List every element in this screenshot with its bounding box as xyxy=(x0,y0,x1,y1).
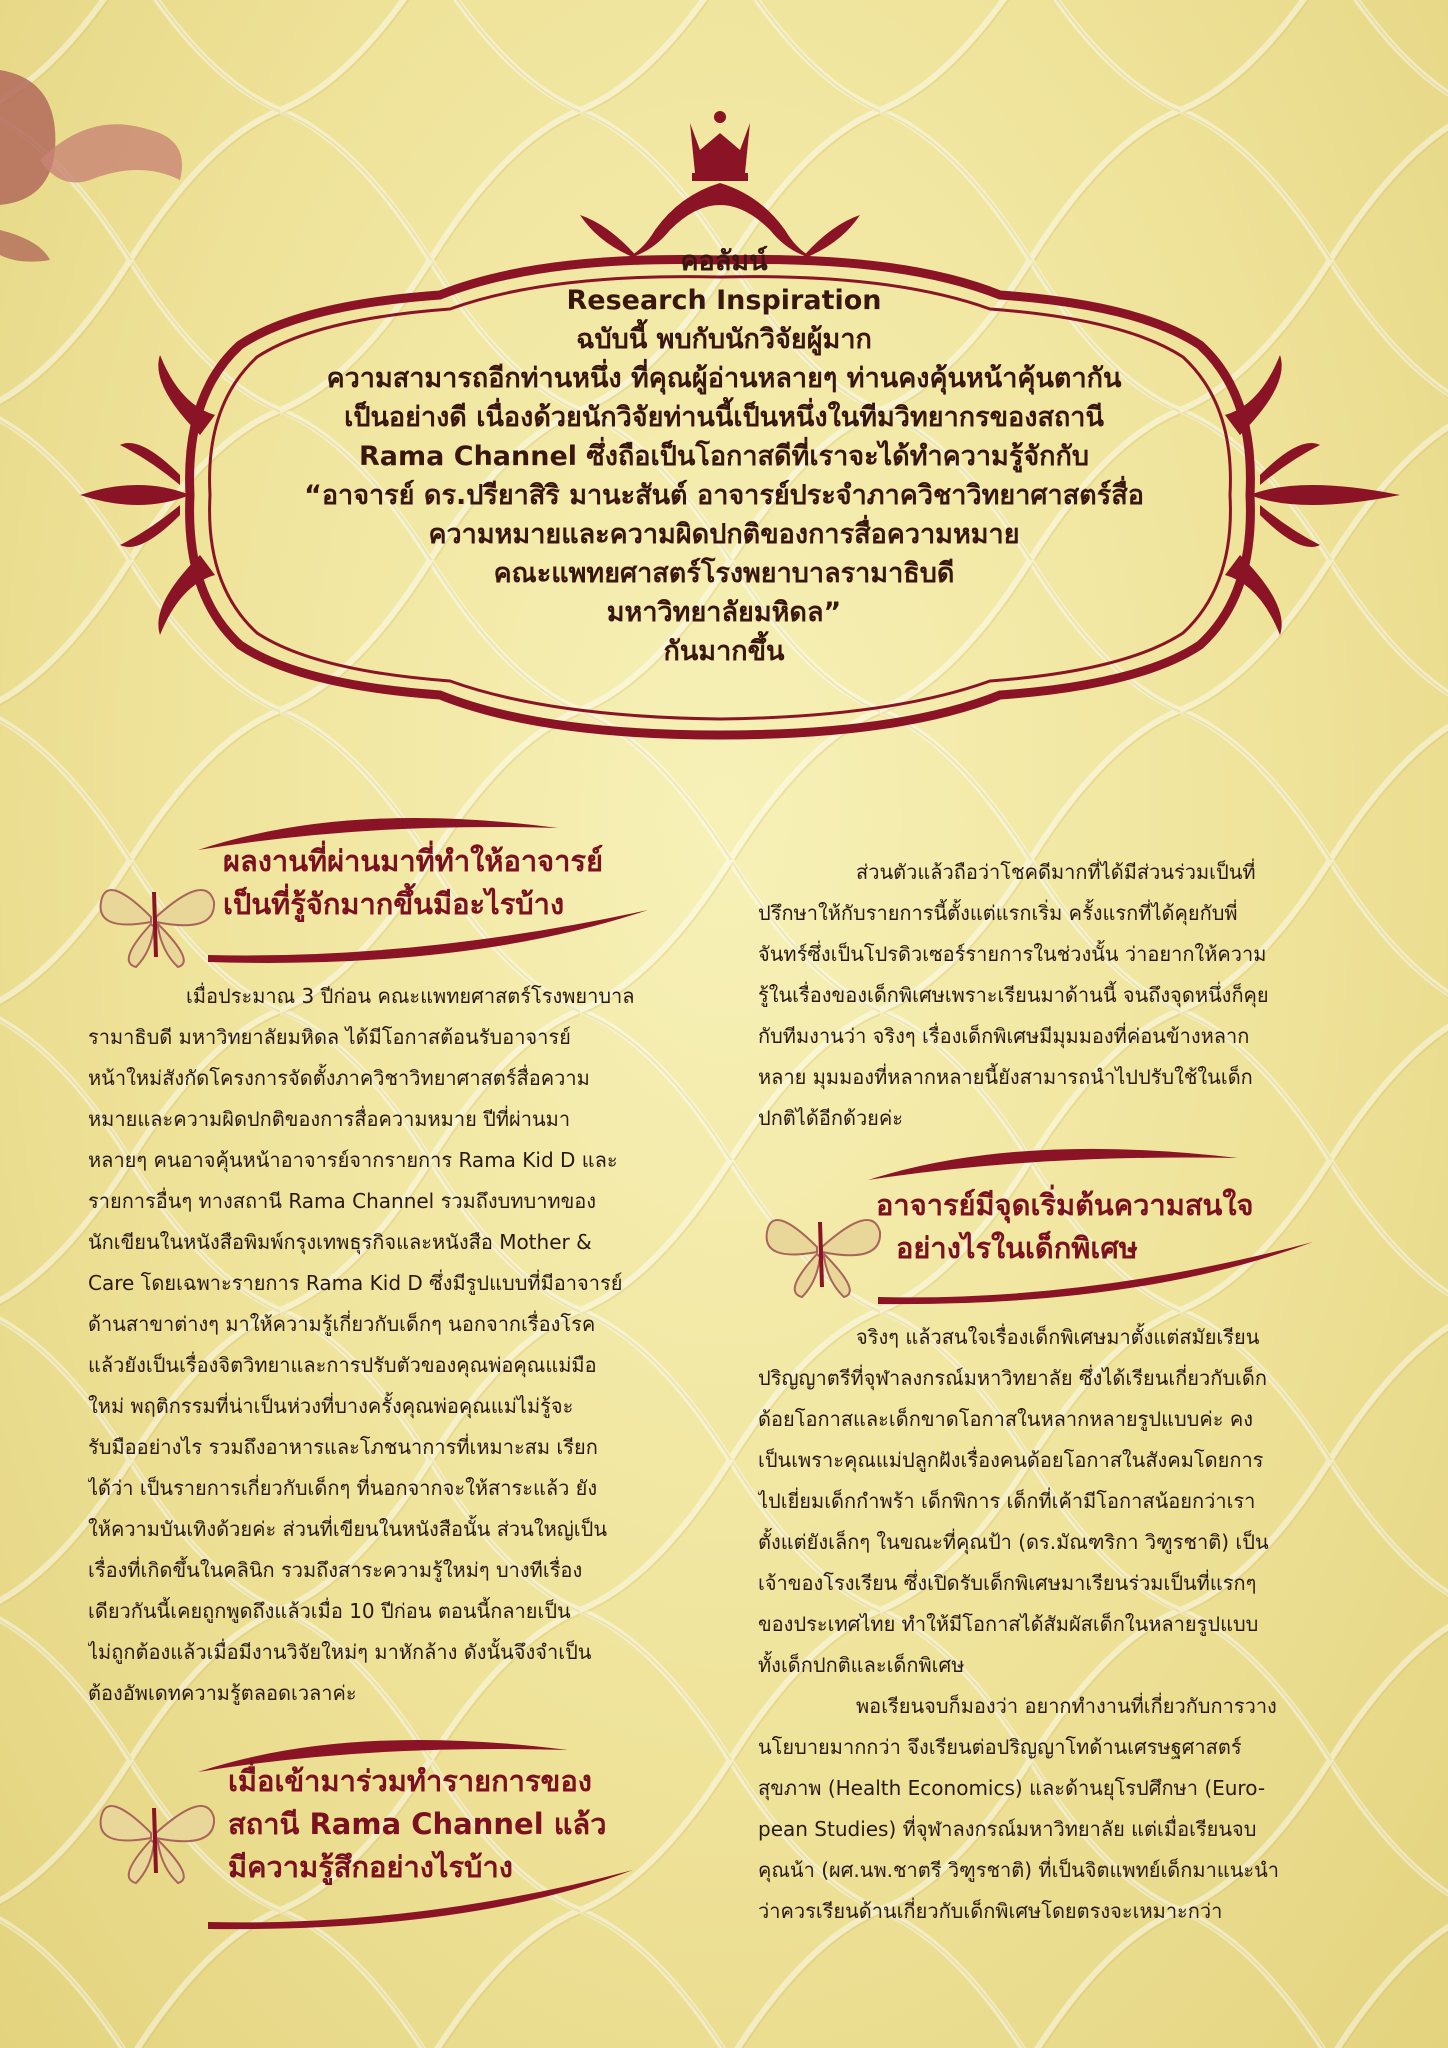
butterfly-icon xyxy=(767,1220,880,1297)
text-line: รามาธิบดี มหาวิทยาลัยมหิดล ได้มีโอกาสต้อนรับอาจารย์ xyxy=(88,1025,571,1049)
text-line: ใหม่ พฤติกรรมที่น่าเป็นห่วงที่บางครั้งคุณพ่อคุณแม่ไม่รู้จะ xyxy=(88,1394,574,1418)
section3-body xyxy=(758,1317,1364,1932)
right-intro-body xyxy=(758,852,1364,1139)
header-line: คอลัมน์ xyxy=(680,246,768,277)
section-heading-line: มีความรู้สึกอย่างไรบ้าง xyxy=(228,1850,513,1884)
text-line: รายการอื่นๆ ทางสถานี Rama Channel รวมถึงบทบาทของ xyxy=(88,1189,597,1213)
text-line: ของประเทศไทย ทำให้มีโอกาสได้สัมผัสเด็กในหลายรูปแบบ xyxy=(758,1612,1259,1636)
header-line: ความสามารถอีกท่านหนึ่ง ที่คุณผู้อ่านหลายๆ ท่านคงคุ้นหน้าคุ้นตากัน xyxy=(326,363,1122,394)
header-line: ความหมายและความผิดปกติของการสื่อความหมาย xyxy=(428,519,1020,550)
header-line: เป็นอย่างดี เนื่องด้วยนักวิจัยท่านนี้เป็นหนึ่งในทีมวิทยากรของสถานี xyxy=(344,402,1104,433)
section-heading-line: ผลงานที่ผ่านมาที่ทำให้อาจารย์ xyxy=(223,844,603,878)
text-line: พอเรียนจบก็มองว่า อยากทำงานที่เกี่ยวกับการวาง xyxy=(856,1694,1277,1718)
text-line: จริงๆ แล้วสนใจเรื่องเด็กพิเศษมาตั้งแต่สมัยเรียน xyxy=(856,1325,1260,1349)
crown-icon xyxy=(690,111,750,181)
text-line: ตั้งแต่ยังเล็กๆ ในขณะที่คุณป้า (ดร.มัณฑริกา วิฑูรชาติ) เป็น xyxy=(758,1530,1269,1554)
header-line: “อาจารย์ ดร.ปรียาสิริ มานะสันต์ อาจารย์ประจำภาควิชาวิทยาศาสตร์สื่อ xyxy=(304,480,1144,511)
text-line: ด้านสาขาต่างๆ มาให้ความรู้เกี่ยวกับเด็กๆ นอกจากเรื่องโรค xyxy=(88,1312,596,1336)
side-flourish-right xyxy=(1225,355,1400,635)
text-line: หลาย มุมมองที่หลากหลายนี้ยังสามารถนำไปปรับใช้ในเด็ก xyxy=(758,1065,1253,1089)
text-line: คุณน้า (ผศ.นพ.ชาตรี วิฑูรชาติ) ที่เป็นจิตแพทย์เด็กมาแนะนำ xyxy=(758,1858,1280,1882)
text-line: หลายๆ คนอาจคุ้นหน้าอาจารย์จากรายการ Rama Kid D และ xyxy=(88,1148,618,1172)
text-line: ปกติได้อีกด้วยค่ะ xyxy=(758,1106,904,1130)
text-line: ทั้งเด็กปกติและเด็กพิเศษ xyxy=(758,1653,965,1677)
butterfly-icon xyxy=(101,890,214,967)
header-line: Research Inspiration xyxy=(566,285,882,316)
section-heading-line: สถานี Rama Channel แล้ว xyxy=(228,1807,607,1841)
text-line: ไม่ถูกต้องแล้วเมื่อมีงานวิจัยใหม่ๆ มาหักล้าง ดังนั้นจึงจำเป็น xyxy=(88,1640,592,1664)
text-line: ส่วนตัวแล้วถือว่าโชคดีมากที่ได้มีส่วนร่วมเป็นที่ xyxy=(856,860,1256,884)
header-line: กันมากขึ้น xyxy=(663,636,785,667)
header-line: ฉบับนี้ พบกับนักวิจัยผู้มาก xyxy=(576,324,872,355)
text-line: ด้อยโอกาสและเด็กขาดโอกาสในหลากหลายรูปแบบค่ะ คง xyxy=(758,1407,1253,1431)
text-line: รู้ในเรื่องของเด็กพิเศษเพราะเรียนมาด้านนี้ จนถึงจุดหนึ่งก็คุย xyxy=(758,983,1269,1007)
header-line: Rama Channel ซึ่งถือเป็นโอกาสดีที่เราจะได้ทำความรู้จักกับ xyxy=(359,441,1089,472)
text-line: เจ้าของโรงเรียน ซึ่งเปิดรับเด็กพิเศษมาเรียนร่วมเป็นที่แรกๆ xyxy=(758,1571,1257,1595)
text-line: แล้วยังเป็นเรื่องจิตวิทยาและการปรับตัวของคุณพ่อคุณแม่มือ xyxy=(88,1353,597,1377)
section-heading-line: อย่างไรในเด็กพิเศษ xyxy=(896,1231,1138,1265)
text-line: สุขภาพ (Health Economics) และด้านยุโรปศึกษา (Euro- xyxy=(758,1776,1266,1800)
text-line: ปรึกษาให้กับรายการนี้ตั้งแต่แรกเริ่ม ครั้งแรกที่ได้คุยกับพี่ xyxy=(758,901,1238,925)
section-heading-1 xyxy=(88,800,668,975)
section-heading-line: อาจารย์มีจุดเริ่มต้นความสนใจ xyxy=(876,1188,1254,1222)
text-line: หน้าใหม่สังกัดโครงการจัดตั้งภาควิชาวิทยาศาสตร์สื่อความ xyxy=(88,1066,590,1090)
text-line: ได้ว่า เป็นรายการเกี่ยวกับเด็กๆ ที่นอกจากจะให้สาระแล้ว ยัง xyxy=(88,1476,598,1500)
section-heading-2 xyxy=(88,1722,668,1937)
text-line: ให้ความบันเทิงด้วยค่ะ ส่วนที่เขียนในหนังสือนั้น ส่วนใหญ่เป็น xyxy=(88,1517,608,1541)
text-line: ต้องอัพเดทความรู้ตลอดเวลาค่ะ xyxy=(88,1681,357,1705)
side-flourish-left xyxy=(80,355,215,635)
butterfly-icon xyxy=(101,1806,214,1883)
text-line: เป็นเพราะคุณแม่ปลูกฝังเรื่องคนด้อยโอกาสในสังคมโดยการ xyxy=(758,1448,1264,1472)
text-line: จันทร์ซึ่งเป็นโปรดิวเซอร์รายการในช่วงนั้น ว่าอยากให้ความ xyxy=(758,942,1267,966)
header-line: คณะแพทยศาสตร์โรงพยาบาลรามาธิบดี xyxy=(493,558,955,589)
section1-body xyxy=(88,976,693,1714)
intro-header xyxy=(250,242,1198,671)
text-line: ว่าควรเรียนด้านเกี่ยวกับเด็กพิเศษโดยตรงจะเหมาะกว่า xyxy=(758,1899,1223,1923)
text-line: รับมืออย่างไร รวมถึงอาหารและโภชนาการที่เหมาะสม เรียก xyxy=(88,1435,598,1459)
section-heading-3 xyxy=(758,1132,1348,1307)
text-line: ปริญญาตรีที่จุฬาลงกรณ์มหาวิทยาลัย ซึ่งได้เรียนเกี่ยวกับเด็ก xyxy=(758,1366,1267,1390)
text-line: เรื่องที่เกิดขึ้นในคลินิก รวมถึงสาระความรู้ใหม่ๆ บางทีเรื่อง xyxy=(88,1558,583,1582)
text-line: นโยบายมากกว่า จึงเรียนต่อปริญญาโทด้านเศรษฐศาสตร์ xyxy=(758,1735,1242,1759)
text-line: นักเขียนในหนังสือพิมพ์กรุงเทพธุรกิจและหนังสือ Mother & xyxy=(88,1230,592,1254)
text-line: ไปเยี่ยมเด็กกำพร้า เด็กพิการ เด็กที่เค้ามีโอกาสน้อยกว่าเรา xyxy=(758,1489,1256,1513)
header-line: มหาวิทยาลัยมหิดล” xyxy=(606,597,842,628)
text-line: เดียวกันนี้เคยถูกพูดถึงแล้วเมื่อ 10 ปีก่อน ตอนนี้กลายเป็น xyxy=(88,1599,571,1623)
text-line: Care โดยเฉพาะรายการ Rama Kid D ซึ่งมีรูปแบบที่มีอาจารย์ xyxy=(88,1271,623,1295)
text-line: เมื่อประมาณ 3 ปีก่อน คณะแพทยศาสตร์โรงพยาบาล xyxy=(186,984,635,1008)
text-line: pean Studies) ที่จุฬาลงกรณ์มหาวิทยาลัย แต่เมื่อเรียนจบ xyxy=(758,1817,1257,1841)
section-heading-line: เมื่อเข้ามาร่วมทำรายการของ xyxy=(228,1764,592,1798)
section-heading-line: เป็นที่รู้จักมากขึ้นมีอะไรบ้าง xyxy=(223,887,565,921)
text-line: หมายและความผิดปกติของการสื่อความหมาย ปีที่ผ่านมา xyxy=(88,1107,571,1131)
text-line: กับทีมงานว่า จริงๆ เรื่องเด็กพิเศษมีมุมมองที่ค่อนข้างหลาก xyxy=(758,1024,1250,1048)
